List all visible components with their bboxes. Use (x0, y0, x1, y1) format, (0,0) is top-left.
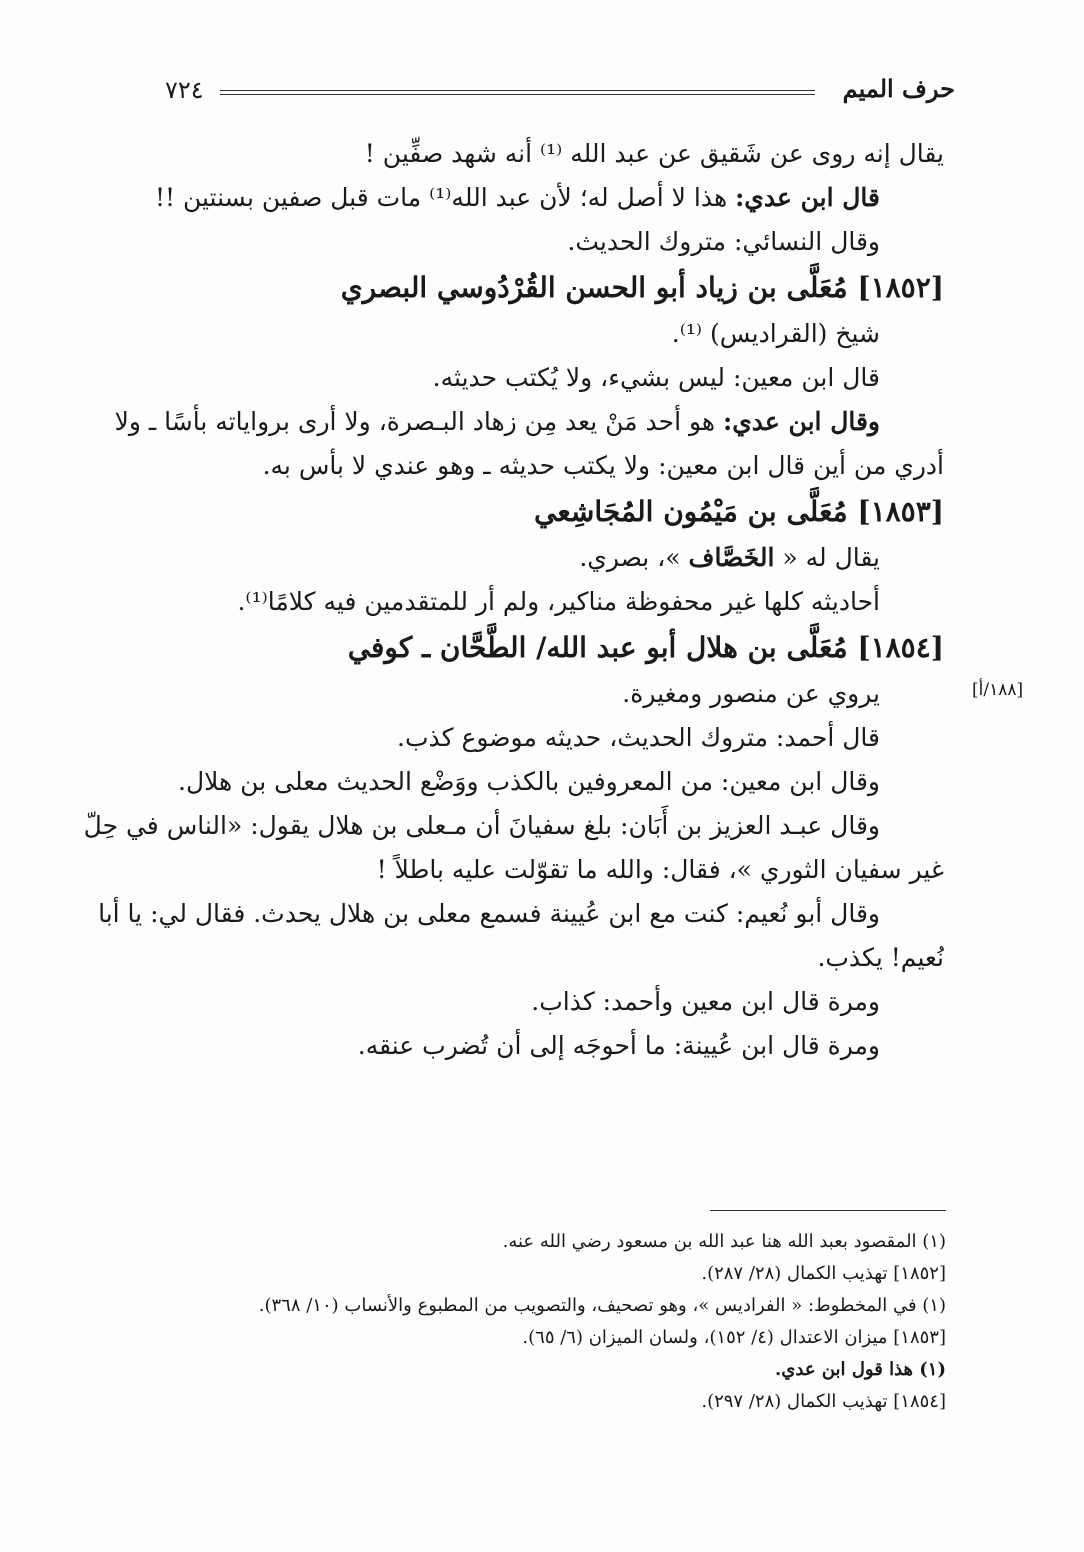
text-line: أدري من أين قال ابن معين: ولا يكتب حديثه ـ وهو عندي لا بأس به. (262, 451, 944, 480)
text-line: ومرة قال ابن عُيينة: ما أحوجَه إلى أن تُضرب عنقه. (357, 1031, 880, 1060)
text-run: يقال له « (774, 543, 880, 572)
text-line: نُعيم! يكذب. (817, 943, 944, 972)
text-line (58, 536, 944, 580)
footnotes (120, 1226, 946, 1418)
footnote: [١٨٥٢] تهذيب الكمال (٢٨/ ٢٨٧). (701, 1263, 946, 1284)
footnote: [١٨٥٤] تهذيب الكمال (٢٨/ ٢٩٧). (701, 1391, 946, 1412)
nickname: الخَصَّاف (688, 543, 775, 572)
text-line: أحاديثه كلها غير محفوظة مناكير، ولم أر للمتقدمين فيه كلامًا⁽¹⁾. (237, 587, 880, 616)
text-line: وقال النسائي: متروك الحديث. (567, 227, 880, 256)
text-run: »، بصري. (579, 543, 689, 572)
text-line: قال أحمد: متروك الحديث، حديثه موضوع كذب. (397, 723, 880, 752)
text-line: يروي عن منصور ومغيرة. (622, 679, 880, 708)
text-line: وقال عبـد العزيز بن أَبَان: بلغ سفيانَ أن مـعلى بن هلال يقول: «الناس في حِلّ (83, 811, 880, 840)
header-rule (220, 90, 815, 95)
text-line (58, 176, 944, 220)
footnote: (١) في المخطوط: « الفراديس »، وهو تصحيف، والتصويب من المطبوع والأنساب (١٠/ ٣٦٨). (258, 1295, 946, 1316)
text-line: قال ابن معين: ليس بشيء، ولا يُكتب حديثه. (432, 363, 880, 392)
text-run: هو أحد مَنْ يعد مِن زهاد البـصرة، ولا أرى برواياته بأسًا ـ ولا (114, 407, 724, 436)
footnote-rule (710, 1210, 946, 1211)
speaker-label: وقال ابن عدي: (723, 407, 880, 436)
page-number: ٧٢٤ (165, 76, 204, 104)
manuscript-folio-note: [١٨٨/أ] (972, 680, 1024, 700)
text-run: هذا لا أصل له؛ لأن عبد الله⁽¹⁾ مات قبل صفين بسنتين !! (154, 183, 736, 212)
text-line: وقال أبو نُعيم: كنت مع ابن عُيينة فسمع معلى بن هلال يحدث. فقال لي: يا أبا (98, 899, 880, 928)
main-text (58, 132, 944, 1068)
text-line: ومرة قال ابن معين وأحمد: كذاب. (531, 987, 880, 1016)
text-line: وقال ابن معين: من المعروفين بالكذب ووَضْع الحديث معلى بن هلال. (178, 767, 880, 796)
entry-heading-1853: [١٨٥٣] مُعَلَّى بن مَيْمُون المُجَاشِعي (534, 495, 944, 528)
text-line: يقال إنه روى عن شَقيق عن عبد الله ⁽¹⁾ أنه شهد صفِّين ! (364, 139, 944, 168)
footnote: (١) المقصود بعبد الله هنا عبد الله بن مسعود رضي الله عنه. (502, 1231, 946, 1252)
running-title: حرف الميم (842, 74, 955, 103)
footnote: [١٨٥٣] ميزان الاعتدال (٤/ ١٥٢)، ولسان الميزان (٦/ ٦٥). (522, 1327, 946, 1348)
entry-heading-1852: [١٨٥٢] مُعَلَّى بن زياد أبو الحسن القُرْدُوسي البصري (340, 271, 944, 304)
speaker-label: قال ابن عدي: (735, 183, 880, 212)
page-header (165, 72, 955, 112)
footnote: (١) هذا قول ابن عدي. (775, 1359, 946, 1380)
text-line: غير سفيان الثوري »، فقال: والله ما تقوّلت عليه باطلاً ! (376, 855, 944, 884)
entry-heading-1854: [١٨٥٤] مُعَلَّى بن هلال أبو عبد الله/ الطَّحَّان ـ كوفي (347, 631, 944, 664)
text-line: شيخ (القراديس) ⁽¹⁾. (671, 319, 880, 348)
text-line (58, 400, 944, 444)
